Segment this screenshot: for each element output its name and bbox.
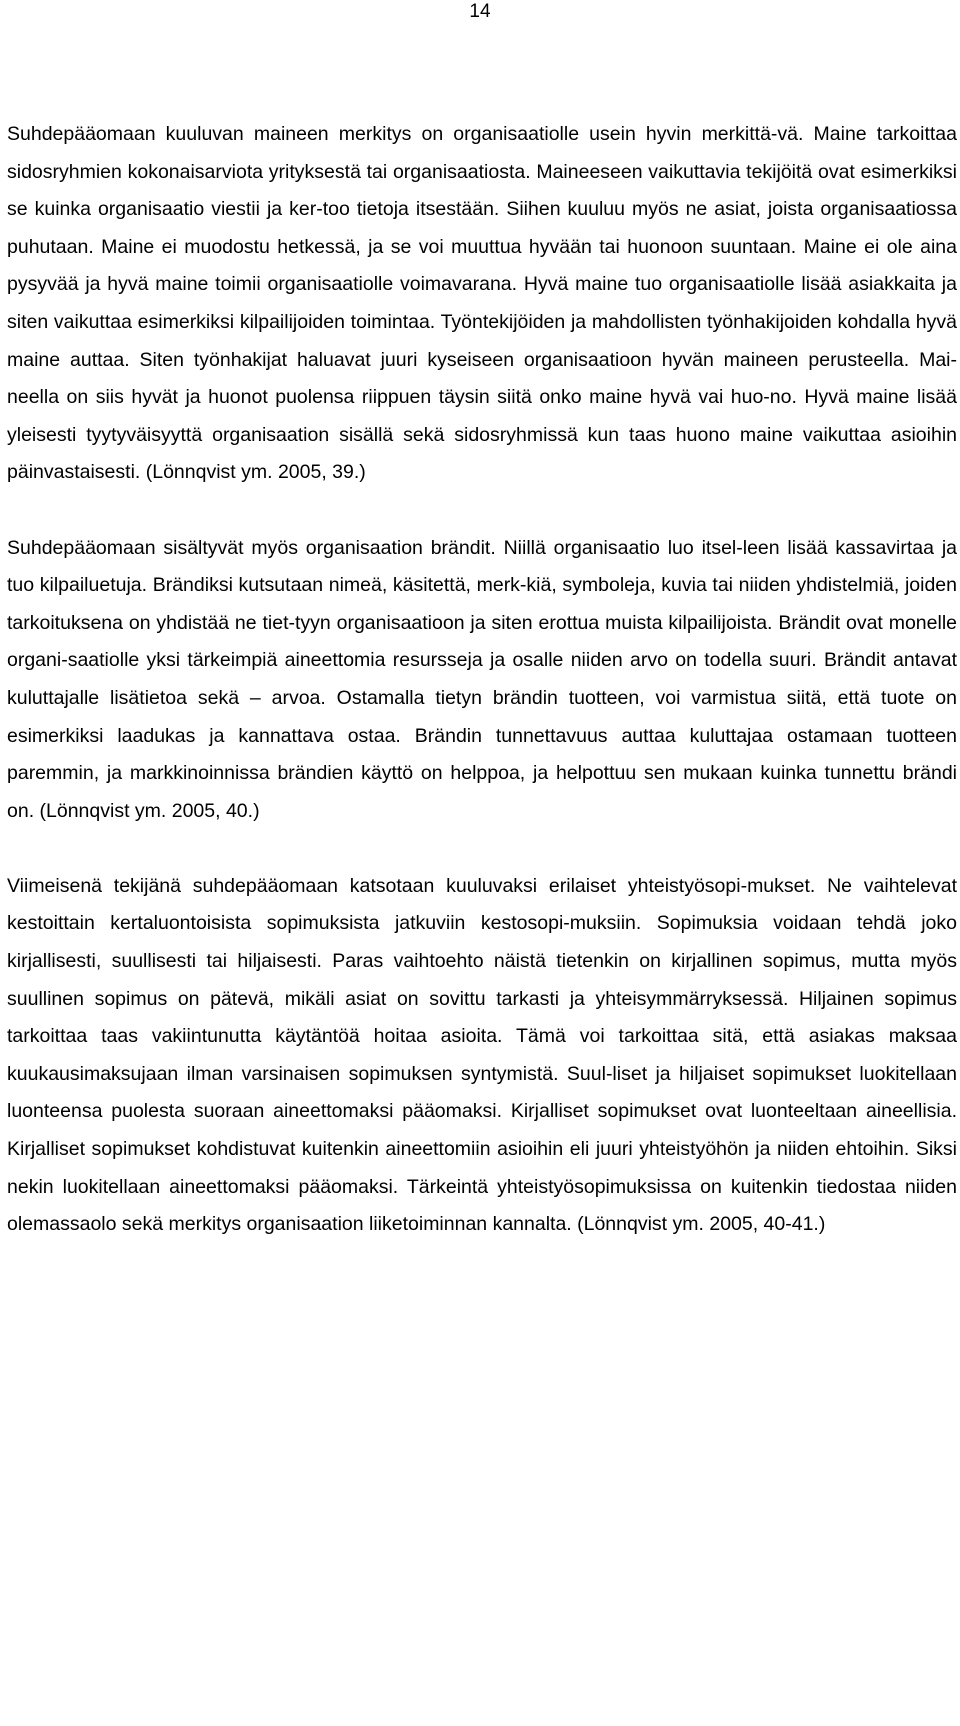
page-number: 14 bbox=[469, 1, 491, 22]
document-body bbox=[7, 116, 957, 1244]
paragraph-brands: Suhdepääomaan sisältyvät myös organisaation brändit. Niillä organisaatio luo itsel-leen lisää kassavirtaa ja tuo kilpailuetuja. Brändiksi kutsutaan nimeä, käsitettä, merk-kiä, symboleja, kuvia tai niiden yhdistelmiä, joiden tarkoituksena on yhdistää ne tiet-tyyn organisaatioon ja siten erottua muista kilpailijoista. Brändit ovat monelle organi-saatiolle yksi tärkeimpiä aineettomia resursseja ja osalle niiden arvo on todella suuri. Brändit antavat kuluttajalle lisätietoa sekä – arvoa. Ostamalla tietyn brändin tuotteen, voi varmistua siitä, että tuote on esimerkiksi laadukas ja kannattava ostaa. Brändin tunnettavuus auttaa kuluttajaa ostamaan tuotteen paremmin, ja markkinoinnissa brändien käyttö on helppoa, ja helpottuu sen mukaan kuinka tunnettu brändi on. (Lönnqvist ym. 2005, 40.) bbox=[7, 536, 957, 822]
paragraph-agreements: Viimeisenä tekijänä suhdepääomaan katsotaan kuuluvaksi erilaiset yhteistyösopi-mukset. Ne vaihtelevat kestoittain kertaluontoisista sopimuksista jatkuviin kestosopi-muksiin. Sopimuksia voidaan tehdä joko kirjallisesti, suullisesti tai hiljaisesti. Paras vaihtoehto näistä tietenkin on kirjallinen sopimus, mutta myös suullinen sopimus on pätevä, mikäli asiat on sovittu tarkasti ja yhteisymmärryksessä. Hiljainen sopimus tarkoittaa taas vakiintunutta käytäntöä hoitaa asioita. Tämä voi tarkoittaa sitä, että asiakas maksaa kuukausimaksujaan ilman varsinaisen sopimuksen syntymistä. Suul-liset ja hiljaiset sopimukset luokitellaan luonteensa puolesta suoraan aineettomaksi pääomaksi. Kirjalliset sopimukset ovat luonteeltaan aineellisia. Kirjalliset sopimukset kohdistuvat kuitenkin aineettomiin asioihin eli juuri yhteistyöhön ja niiden ehtoihin. Siksi nekin luokitellaan aineettomaksi pääomaksi. Tärkeintä yhteistyösopimuksissa on kuitenkin tiedostaa niiden olemassaolo sekä merkitys organisaation liiketoiminnan kannalta. (Lönnqvist ym. 2005, 40-41.) bbox=[7, 874, 957, 1236]
paragraph-reputation: Suhdepääomaan kuuluvan maineen merkitys on organisaatiolle usein hyvin merkittä-vä. Maine tarkoittaa sidosryhmien kokonaisarviota yrityksestä tai organisaatiosta. Maineeseen vaikuttavia tekijöitä ovat esimerkiksi se kuinka organisaatio viestii ja ker-too tietoja itsestään. Siihen kuuluu myös ne asiat, joista organisaatiossa puhutaan. Maine ei muodostu hetkessä, ja se voi muuttua hyvään tai huonoon suuntaan. Maine ei ole aina pysyvää ja hyvä maine toimii organisaatiolle voimavarana. Hyvä maine tuo organisaatiolle lisää asiakkaita ja siten vaikuttaa esimerkiksi kilpailijoiden toimintaa. Työntekijöiden ja mahdollisten työnhakijoiden kohdalla hyvä maine auttaa. Siten työnhakijat haluavat juuri kyseiseen organisaatioon hyvän maineen perusteella. Mai-neella on siis hyvät ja huonot puolensa riippuen täysin siitä onko maine hyvä vai huo-no. Hyvä maine lisää yleisesti tyytyväisyyttä organisaation sisällä sekä sidosryhmissä kun taas huono maine vaikuttaa asioihin päinvastaisesti. (Lönnqvist ym. 2005, 39.) bbox=[7, 123, 957, 484]
